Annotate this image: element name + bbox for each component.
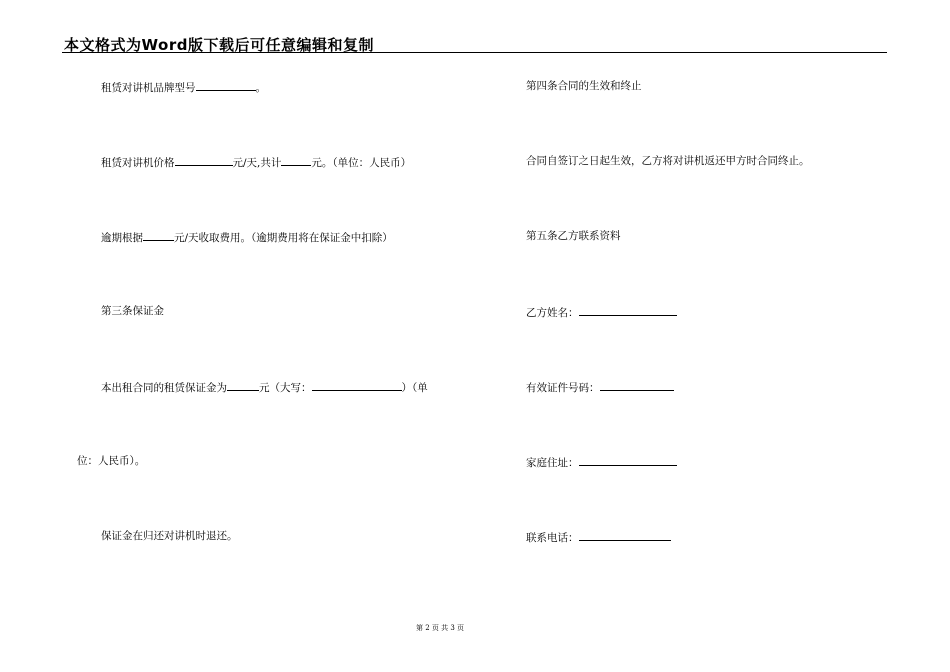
id-number-line bbox=[526, 379, 674, 395]
deposit-label: 本出租合同的租赁保证金为 bbox=[101, 382, 227, 394]
home-address-label: 家庭住址： bbox=[526, 457, 579, 469]
home-address-line bbox=[526, 454, 677, 470]
deposit-uppercase-blank[interactable] bbox=[312, 379, 402, 391]
rental-model-line bbox=[101, 79, 266, 95]
phone-label: 联系电话： bbox=[526, 532, 579, 544]
deposit-amount-blank[interactable] bbox=[227, 379, 259, 391]
contract-validity-text: 合同自签订之日起生效，乙方将对讲机返还甲方时合同终止。 bbox=[526, 155, 810, 167]
rental-price-suffix: 元。（单位：人民币） bbox=[311, 157, 412, 169]
party-b-name-label: 乙方姓名： bbox=[526, 307, 579, 319]
overdue-fee-line bbox=[101, 229, 393, 245]
party-b-name-line bbox=[526, 304, 677, 320]
overdue-fee-suffix: 元/天收取费用。（逾期费用将在保证金中扣除） bbox=[174, 232, 393, 244]
article5-title: 第五条乙方联系资料 bbox=[526, 230, 621, 242]
party-b-name-blank[interactable] bbox=[579, 304, 677, 316]
phone-blank[interactable] bbox=[579, 529, 671, 541]
rental-price-line bbox=[101, 154, 411, 170]
overdue-fee-blank[interactable] bbox=[143, 229, 174, 241]
header-divider bbox=[62, 52, 887, 53]
deposit-mid: 元（大写： bbox=[259, 382, 312, 394]
daily-price-blank[interactable] bbox=[175, 154, 233, 166]
refund-note: 保证金在归还对讲机时退还。 bbox=[101, 530, 238, 542]
rental-model-blank[interactable] bbox=[196, 79, 256, 91]
page-number: 第 2 页 共 3 页 bbox=[415, 624, 465, 632]
home-address-blank[interactable] bbox=[579, 454, 677, 466]
overdue-fee-label: 逾期根据 bbox=[101, 232, 143, 244]
id-number-label: 有效证件号码： bbox=[526, 382, 600, 394]
phone-line bbox=[526, 529, 671, 545]
document-header-title: 本文格式为Word版下载后可任意编辑和复制 bbox=[64, 36, 374, 54]
total-price-blank[interactable] bbox=[281, 154, 311, 166]
id-number-blank[interactable] bbox=[600, 379, 674, 391]
article3-title: 第三条保证金 bbox=[101, 305, 164, 317]
rental-model-label: 租赁对讲机品牌型号 bbox=[101, 82, 196, 94]
deposit-line bbox=[101, 379, 428, 395]
rental-price-label: 租赁对讲机价格 bbox=[101, 157, 175, 169]
rental-price-mid: 元/天,共计 bbox=[232, 157, 282, 169]
article4-title: 第四条合同的生效和终止 bbox=[526, 80, 642, 92]
deposit-suffix: ）（单 bbox=[401, 382, 428, 394]
deposit-continued: 位：人民币）。 bbox=[77, 455, 146, 467]
rental-model-suffix: 。 bbox=[255, 82, 266, 94]
